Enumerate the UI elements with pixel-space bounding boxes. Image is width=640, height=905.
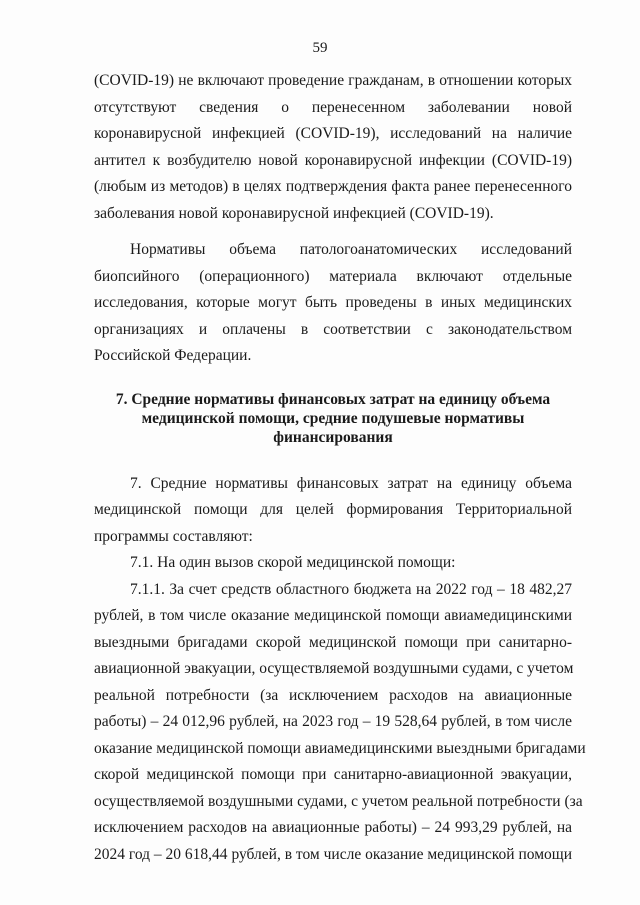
text-line: осуществляемой воздушными судами, с учетом реальной потребности (за bbox=[94, 792, 583, 810]
text-line: исключением расходов на авиационные работы) – 24 993,29 рублей, на bbox=[94, 819, 572, 836]
text-line: организациях и оплачены в соответствии с законодательством bbox=[94, 320, 572, 338]
text-line: (COVID-19) не включают проведение гражданам, в отношении которых bbox=[94, 72, 572, 89]
page-number: 59 bbox=[312, 40, 328, 56]
text-line: выездными бригадами скорой медицинской помощи при санитарно- bbox=[94, 633, 572, 651]
paragraph-ambulance-call bbox=[94, 550, 572, 577]
text-line: отсутствуют сведения о перенесенном заболевании новой bbox=[94, 98, 572, 116]
text-line: скорой медицинской помощи при санитарно-авиационной эвакуации, bbox=[94, 766, 572, 783]
paragraph-regional-budget bbox=[94, 577, 586, 869]
text-line: рублей, в том числе оказание медицинской помощи авиамедицинскими bbox=[94, 607, 572, 624]
paragraph-norms-intro bbox=[94, 471, 572, 551]
text-line: биопсийного (операционного) материала включают отдельные bbox=[94, 267, 572, 285]
text-line: 7. Средние нормативы финансовых затрат на единицу объема bbox=[130, 474, 572, 492]
text-line: медицинской помощи для целей формирования Территориальной bbox=[94, 501, 572, 518]
heading-line: 7. Средние нормативы финансовых затрат на единицу объема bbox=[115, 390, 551, 408]
text-line: 7.1.1. За счет средств областного бюджета на 2022 год – 18 482,27 bbox=[130, 580, 572, 598]
text-line: исследования, которые могут быть проведены в иных медицинских bbox=[94, 294, 572, 311]
text-line: программы составляют: bbox=[94, 527, 253, 545]
text-line: коронавирусной инфекцией (COVID-19), исследований на наличие bbox=[94, 125, 572, 142]
document-body bbox=[94, 68, 586, 868]
section-heading bbox=[94, 390, 572, 447]
text-line: работы) – 24 012,96 рублей, на 2023 год – 19 528,64 рублей, в том числе bbox=[94, 713, 572, 730]
text-line: Нормативы объема патологоанатомических исследований bbox=[130, 241, 572, 258]
paragraph-covid-exclusion bbox=[94, 68, 572, 227]
text-line: заболевания новой коронавирусной инфекцией (COVID-19). bbox=[94, 204, 494, 222]
text-line: реальной потребности (за исключением расходов на авиационные bbox=[94, 686, 572, 704]
text-line: Российской Федерации. bbox=[94, 347, 252, 364]
heading-line: медицинской помощи, средние подушевые нормативы bbox=[141, 409, 525, 427]
text-line: оказание медицинской помощи авиамедицинскими выездными бригадами bbox=[94, 739, 586, 757]
text-line: антител к возбудителю новой коронавирусной инфекции (COVID-19) bbox=[94, 151, 572, 169]
text-line: авиационной эвакуации, осуществляемой воздушными судами, с учетом bbox=[94, 660, 574, 677]
text-line: 7.1. На один вызов скорой медицинской помощи: bbox=[130, 554, 456, 571]
paragraph-pathology-norms bbox=[94, 237, 572, 370]
text-line: 2024 год – 20 618,44 рублей, в том числе оказание медицинской помощи bbox=[94, 845, 572, 863]
text-line: (любым из методов) в целях подтверждения факта ранее перенесенного bbox=[94, 178, 572, 195]
heading-line: финансирования bbox=[273, 428, 393, 446]
